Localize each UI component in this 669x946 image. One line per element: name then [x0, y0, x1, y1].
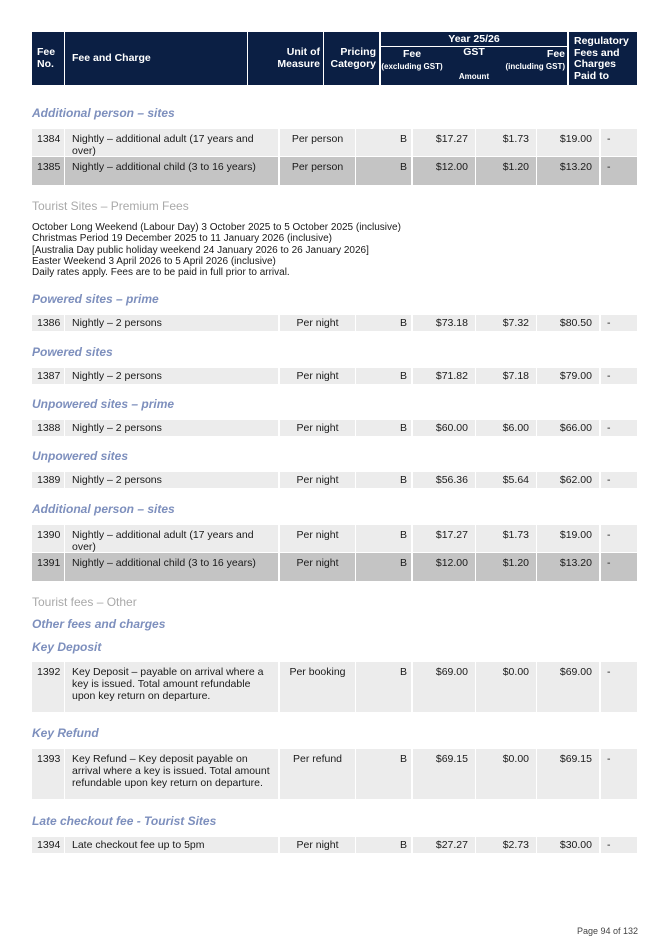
fee-description: Key Refund – Key deposit payable on arrival where a key is issued. Total amount refundable upon key return on departure.	[72, 753, 270, 789]
fee-no: 1385	[37, 161, 61, 173]
unit-of-measure: Per night	[296, 370, 339, 382]
fee-description: Late checkout fee up to 5pm	[72, 839, 205, 851]
fee-no: 1394	[37, 839, 61, 851]
table-row	[32, 157, 637, 185]
pricing-category: B	[399, 317, 407, 329]
regulatory-paid-to: -	[607, 317, 611, 329]
regulatory-paid-to: -	[607, 666, 611, 678]
header-unit-label: Unit of Measure	[277, 46, 320, 70]
fee-incl-gst: $69.15	[559, 753, 592, 765]
header-fee-excl-label: Fee	[402, 48, 422, 60]
unit-of-measure: Per night	[296, 474, 339, 486]
gst-amount: $1.20	[502, 557, 529, 569]
header-year-group	[381, 32, 567, 85]
fee-no: 1386	[37, 317, 61, 329]
fee-incl-gst: $30.00	[559, 839, 592, 851]
gst-amount: $7.32	[502, 317, 529, 329]
header-year-label: Year 25/26	[381, 32, 567, 47]
fee-description: Nightly – 2 persons	[72, 370, 162, 382]
section-title: Unpowered sites	[32, 449, 129, 463]
fee-excl-gst: $69.15	[435, 753, 468, 765]
table-row	[32, 837, 637, 853]
fee-excl-gst: $56.36	[435, 474, 468, 486]
section-title: Additional person – sites	[32, 106, 175, 120]
header-gst	[444, 47, 504, 82]
pricing-category: B	[399, 753, 407, 765]
pricing-category: B	[399, 839, 407, 851]
fee-no: 1388	[37, 422, 61, 434]
note-line: October Long Weekend (Labour Day) 3 October 2025 to 5 October 2025 (inclusive)	[32, 222, 401, 233]
unit-of-measure: Per night	[296, 529, 339, 541]
table-row	[32, 315, 637, 331]
header-unit	[248, 32, 323, 85]
header-pricing-label: Pricing Category	[330, 46, 376, 70]
category-title: Tourist fees – Other	[32, 595, 137, 609]
fee-incl-gst: $80.50	[559, 317, 592, 329]
fee-no: 1393	[37, 753, 61, 765]
note-line: Easter Weekend 3 April 2026 to 5 April 2026 (inclusive)	[32, 255, 276, 267]
regulatory-paid-to: -	[607, 753, 611, 765]
table-row	[32, 749, 637, 799]
gst-amount: $0.00	[502, 666, 529, 678]
fee-description: Nightly – 2 persons	[72, 474, 162, 486]
fee-no: 1390	[37, 529, 61, 541]
pricing-category: B	[399, 529, 407, 541]
gst-amount: $0.00	[502, 753, 529, 765]
regulatory-paid-to: -	[607, 839, 611, 851]
fee-description: Nightly – additional child (3 to 16 years)	[72, 161, 256, 173]
table-row	[32, 472, 637, 488]
gst-amount: $1.73	[502, 133, 529, 145]
fee-no: 1392	[37, 666, 61, 678]
header-fee-excl	[381, 49, 443, 72]
fee-description: Nightly – additional adult (17 years and over)	[72, 529, 254, 553]
unit-of-measure: Per night	[296, 317, 339, 329]
fee-description: Nightly – additional adult (17 years and over)	[72, 133, 254, 157]
category-title: Tourist Sites – Premium Fees	[32, 199, 189, 213]
header-fee-incl	[505, 49, 565, 72]
regulatory-paid-to: -	[607, 529, 611, 541]
unit-of-measure: Per refund	[292, 753, 343, 765]
section-title: Key Refund	[32, 726, 99, 740]
header-gst-sub: Amount	[458, 71, 490, 81]
header-pricing	[324, 32, 379, 85]
fee-incl-gst: $19.00	[559, 133, 592, 145]
table-row	[32, 525, 637, 552]
fee-incl-gst: $19.00	[559, 529, 592, 541]
fee-description: Nightly – 2 persons	[72, 422, 162, 434]
pricing-category: B	[399, 557, 407, 569]
gst-amount: $1.20	[502, 161, 529, 173]
fee-no: 1384	[37, 133, 61, 145]
fee-no: 1389	[37, 474, 61, 486]
header-fee-and-charge-label: Fee and Charge	[72, 52, 151, 64]
table-row	[32, 129, 637, 156]
gst-amount: $7.18	[502, 370, 529, 382]
fee-incl-gst: $79.00	[559, 370, 592, 382]
fee-excl-gst: $12.00	[435, 557, 468, 569]
fee-excl-gst: $27.27	[435, 839, 468, 851]
header-fee-no	[32, 32, 64, 85]
fee-description: Nightly – 2 persons	[72, 317, 162, 329]
pricing-category: B	[399, 474, 407, 486]
fee-description: Nightly – additional child (3 to 16 years)	[72, 557, 256, 569]
regulatory-paid-to: -	[607, 422, 611, 434]
header-fee-excl-sub: (excluding GST)	[381, 61, 443, 71]
fee-description: Key Deposit – payable on arrival where a key is issued. Total amount refundable upon key return on departure.	[72, 666, 264, 702]
header-fee-and-charge	[65, 32, 247, 85]
unit-of-measure: Per night	[296, 557, 339, 569]
gst-amount: $6.00	[502, 422, 529, 434]
table-row	[32, 420, 637, 436]
fee-incl-gst: $69.00	[559, 666, 592, 678]
fee-excl-gst: $12.00	[435, 161, 468, 173]
header-regulatory-label: Regulatory Fees and Charges Paid to	[574, 35, 629, 82]
section-title: Powered sites – prime	[32, 292, 159, 306]
fee-incl-gst: $62.00	[559, 474, 592, 486]
header-regulatory	[569, 32, 637, 85]
note-line: Christmas Period 19 December 2025 to 11 January 2026 (inclusive)	[32, 233, 332, 245]
table-row	[32, 662, 637, 712]
pricing-category: B	[399, 370, 407, 382]
fee-incl-gst: $13.20	[559, 557, 592, 569]
section-title: Other fees and charges	[32, 617, 166, 631]
header-fee-no-label: Fee No.	[37, 46, 56, 70]
header-fee-incl-sub: (including GST)	[505, 61, 565, 71]
pricing-category: B	[399, 161, 407, 173]
fee-excl-gst: $69.00	[435, 666, 468, 678]
section-title: Powered sites	[32, 345, 113, 359]
section-title: Unpowered sites – prime	[32, 397, 175, 411]
pricing-category: B	[399, 422, 407, 434]
fee-incl-gst: $13.20	[559, 161, 592, 173]
gst-amount: $2.73	[502, 839, 529, 851]
gst-amount: $1.73	[502, 529, 529, 541]
regulatory-paid-to: -	[607, 370, 611, 382]
premium-notes	[32, 222, 401, 278]
fee-excl-gst: $71.82	[435, 370, 468, 382]
fee-excl-gst: $60.00	[435, 422, 468, 434]
unit-of-measure: Per person	[291, 161, 344, 173]
fee-excl-gst: $17.27	[435, 133, 468, 145]
regulatory-paid-to: -	[607, 557, 611, 569]
unit-of-measure: Per night	[296, 839, 339, 851]
page-number: Page 94 of 132	[576, 926, 638, 936]
fee-no: 1391	[37, 557, 61, 569]
fee-no: 1387	[37, 370, 61, 382]
fee-excl-gst: $17.27	[435, 529, 468, 541]
table-row	[32, 368, 637, 384]
gst-amount: $5.64	[502, 474, 529, 486]
section-title: Additional person – sites	[32, 502, 175, 516]
note-line: Daily rates apply. Fees are to be paid in full prior to arrival.	[32, 267, 290, 279]
header-fee-incl-label: Fee	[546, 48, 565, 60]
pricing-category: B	[399, 666, 407, 678]
section-title: Late checkout fee - Tourist Sites	[32, 814, 217, 828]
header-gst-label: GST	[463, 46, 485, 58]
regulatory-paid-to: -	[607, 161, 611, 173]
section-title: Key Deposit	[32, 640, 102, 654]
note-line: [Australia Day public holiday weekend 24 January 2026 to 26 January 2026]	[32, 244, 369, 256]
fee-incl-gst: $66.00	[559, 422, 592, 434]
table-row	[32, 553, 637, 581]
fee-excl-gst: $73.18	[435, 317, 468, 329]
unit-of-measure: Per night	[296, 422, 339, 434]
regulatory-paid-to: -	[607, 133, 611, 145]
unit-of-measure: Per booking	[289, 666, 346, 678]
unit-of-measure: Per person	[291, 133, 344, 145]
regulatory-paid-to: -	[607, 474, 611, 486]
pricing-category: B	[399, 133, 407, 145]
